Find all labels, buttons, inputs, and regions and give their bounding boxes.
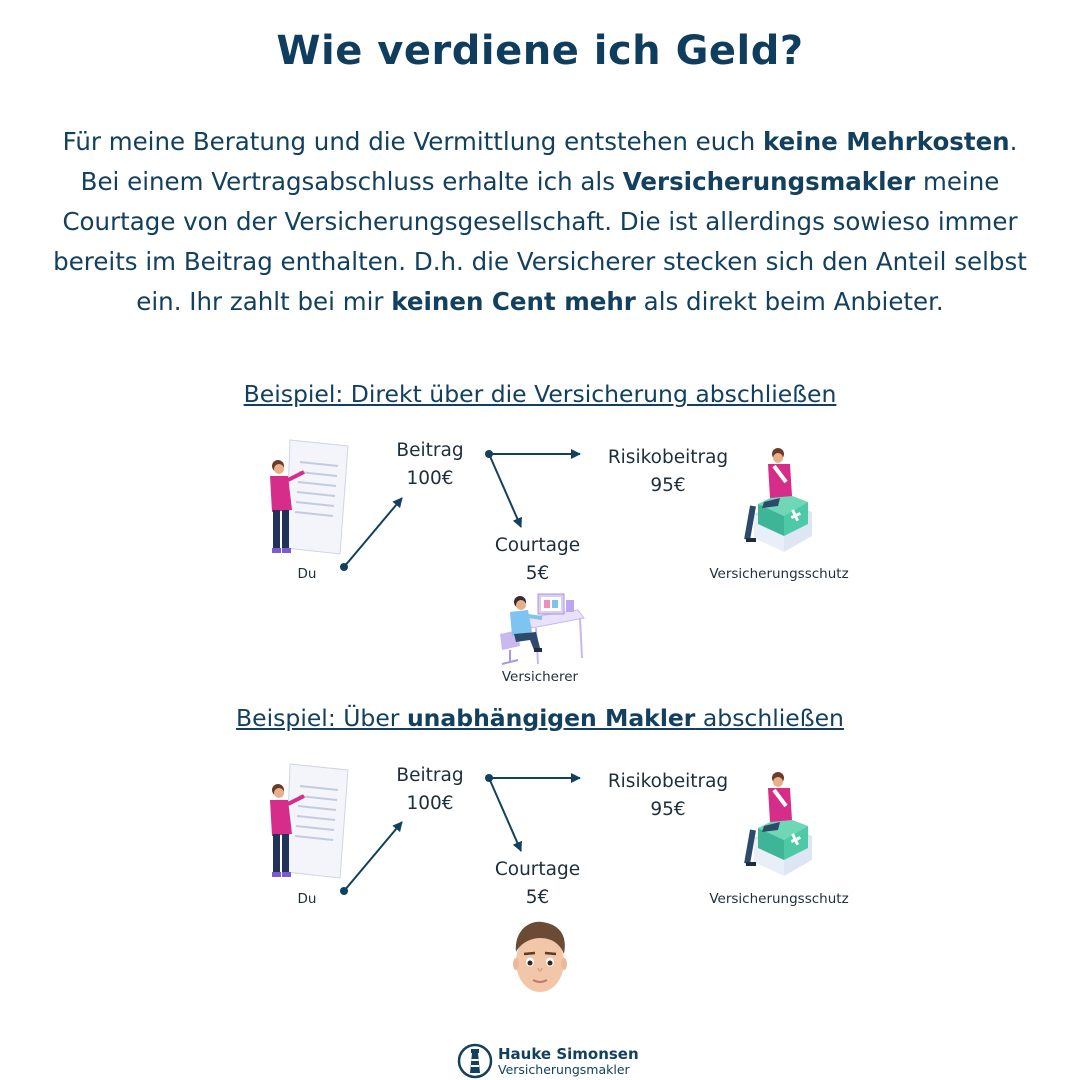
person-document-illustration <box>262 760 362 884</box>
example1-schutz-label: Versicherungsschutz <box>709 566 849 582</box>
intro-line-1: Für meine Beratung und die Vermittlung entstehen euch keine Mehrkosten. <box>62 127 1018 156</box>
person-document-illustration <box>262 436 362 560</box>
broker-avatar <box>508 918 572 1002</box>
lighthouse-logo-icon <box>457 1043 493 1079</box>
page-title: Wie verdiene ich Geld? <box>276 28 804 74</box>
intro-line-3: Courtage von der Versicherungsgesellschaft. Die ist allerdings sowieso immer <box>62 207 1018 236</box>
first-aid-illustration <box>734 768 822 878</box>
first-aid-illustration <box>734 444 822 554</box>
example2-arrows <box>340 774 580 895</box>
example1-courtage: Courtage 5€ <box>494 535 581 584</box>
example2-courtage: Courtage 5€ <box>494 859 581 908</box>
example1-risikobeitrag: Risikobeitrag 95€ <box>607 447 729 496</box>
office-worker-illustration <box>496 588 586 668</box>
example1-heading: Beispiel: Direkt über die Versicherung abschließen <box>243 380 837 408</box>
example1-beitrag: Beitrag 100€ <box>396 440 464 489</box>
example1-du-label: Du <box>297 566 317 582</box>
example1-arrows <box>340 450 580 571</box>
logo-name: Hauke Simonsen <box>498 1045 639 1063</box>
example2-beitrag: Beitrag 100€ <box>396 765 464 814</box>
intro-line-4: bereits im Beitrag enthalten. D.h. die Versicherer stecken sich den Anteil selbst <box>53 247 1027 276</box>
example2-risikobeitrag: Risikobeitrag 95€ <box>607 771 729 820</box>
example2-du-label: Du <box>297 891 317 907</box>
intro-line-2: Bei einem Vertragsabschluss erhalte ich als Versicherungsmakler meine <box>80 167 1000 196</box>
example2-schutz-label: Versicherungsschutz <box>709 891 849 907</box>
intro-line-5: ein. Ihr zahlt bei mir keinen Cent mehr als direkt beim Anbieter. <box>136 287 944 316</box>
example1-versicherer-label: Versicherer <box>501 669 579 685</box>
example2-heading: Beispiel: Über unabhängigen Makler abschließen <box>236 704 844 732</box>
logo-subtitle: Versicherungsmakler <box>498 1062 630 1077</box>
